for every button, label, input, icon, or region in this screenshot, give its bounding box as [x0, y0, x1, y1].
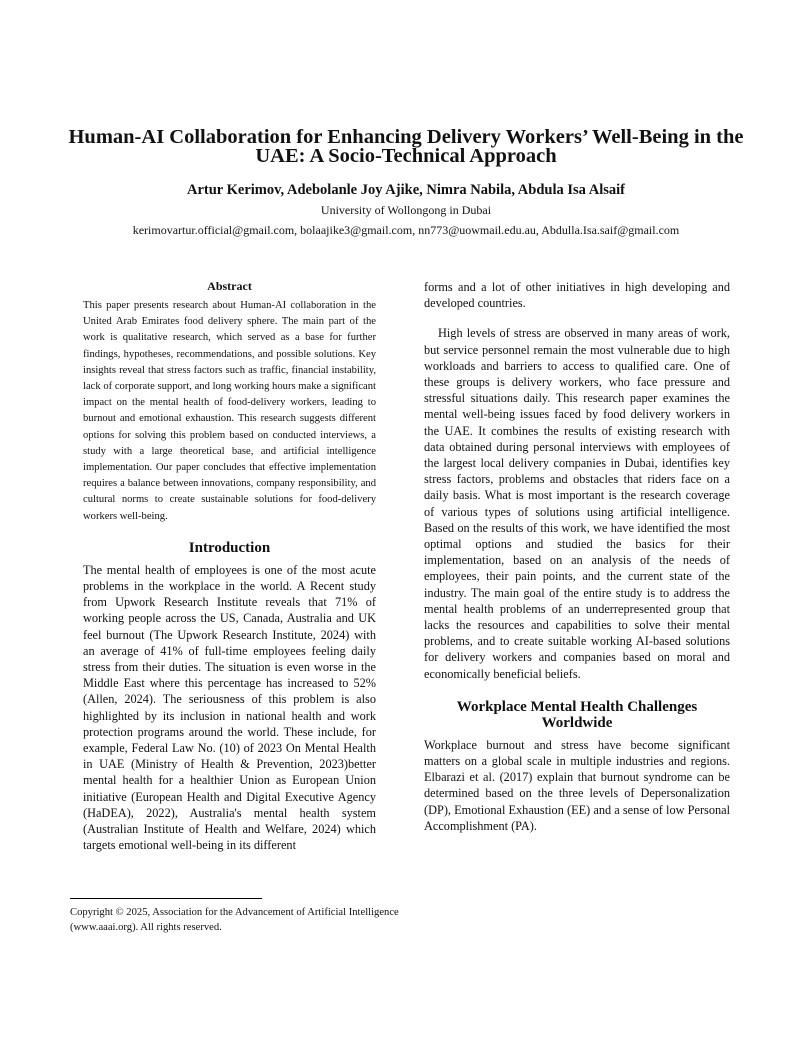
right-column: [424, 279, 730, 834]
introduction-paragraph-1-continued: forms and a lot of other initiatives in high developing and developed countries.: [424, 280, 730, 311]
footnote-divider: [70, 898, 262, 899]
author-list: Artur Kerimov, Adebolanle Joy Ajike, Nimra Nabila, Abdula Isa Alsaif: [187, 182, 625, 198]
workplace-heading: Workplace Mental Health Challenges Worldwide: [456, 698, 698, 731]
copyright-notice: Copyright © 2025, Association for the Advancement of Artificial Intelligence (www.aaai.org). All rights reserved.: [70, 907, 399, 933]
workplace-paragraph-1: Workplace burnout and stress have become significant matters on a global scale in multiple industries and regions. Elbarazi et al. (2017) explain that burnout syndrome can be determined based on the three levels of Depersonalization (DP), Emotional Exhaustion (EE) and a sense of low Personal Accomplishment (PA).: [424, 737, 730, 833]
author-emails: kerimovartur.official@gmail.com, bolaajike3@gmail.com, nn773@uowmail.edu.au, Abdulla.Isa.saif@gmail.com: [132, 223, 680, 237]
introduction-heading: Introduction: [188, 539, 271, 556]
abstract-heading: Abstract: [207, 279, 252, 293]
introduction-paragraph-2: High levels of stress are observed in many areas of work, but service personnel remain the most vulnerable due to high workloads and barriers to access to qualified care. One of these groups is delivery workers, who face pressure and stressful situations daily. This research paper examines the mental well-being issues faced by food delivery workers in the UAE. It combines the results of existing research with data obtained during personal interviews with employees of the largest local delivery companies in Dubai, identifies key stress factors, problems and obstacles that riders face on a daily basis. What is most important is the research coverage of various types of solutions using artificial intelligence. Based on the results of this work, we have identified the most optimal options and studied the basics for their implementation, based on an analysis of the needs of employees, their pain points, and the current state of the industry. The main goal of the entire study is to address the mental health problems of an underrepresented group that lacks the resources and capabilities to solve their mental problems, and to create suitable working AI-based solutions for delivery workers and companies based on moral and economically beneficial beliefs.: [424, 326, 730, 681]
affiliation: University of Wollongong in Dubai: [320, 203, 492, 217]
paper-title: Human-AI Collaboration for Enhancing Delivery Workers’ Well-Being in the UAE: A Socio-Technical Approach: [68, 126, 744, 167]
abstract-text: This paper presents research about Human-AI collaboration in the United Arab Emirates food delivery sphere. The main part of the work is qualitative research, which served as a base for further findings, hypotheses, recommendations, and possible solutions. Key insights reveal that stress factors such as traffic, financial instability, lack of corporate support, and long working hours make a significant impact on the mental health of food-delivery workers, leading to burnout and emotional exhaustion. This research suggests different options for solving this problem based on conducted interviews, a study with a large theoretical base, and artificial intelligence implementation. Our paper concludes that effective implementation requires a balance between innovations, company responsibility, and cultural norms to create sustainable solutions for food-delivery workers well-being.: [83, 300, 376, 522]
introduction-paragraph-1: The mental health of employees is one of the most acute problems in the workplace in the world. A Recent study from Upwork Research Institute reveals that 71% of working people across the US, Canada, Australia and UK feel burnout (The Upwork Research Institute, 2024) with an average of 41% of full-time employees feeling daily stress from their duties. The situation is even worse in the Middle East where this percentage has increased to 52% (Allen, 2024). The seriousness of this problem is also highlighted by its inclusion in national health and work protection programs around the world. These include, for example, Federal Law No. (10) of 2023 On Mental Health in UAE (Ministry of Health & Prevention, 2023)better mental health for a healthier Union as European Union initiative (European Health and Digital Executive Agency (HaDEA), 2022), Australia's mental health system (Australian Institute of Health and Welfare, 2024) which targets emotional well-being in its different: [83, 562, 376, 853]
left-column: [83, 279, 376, 854]
